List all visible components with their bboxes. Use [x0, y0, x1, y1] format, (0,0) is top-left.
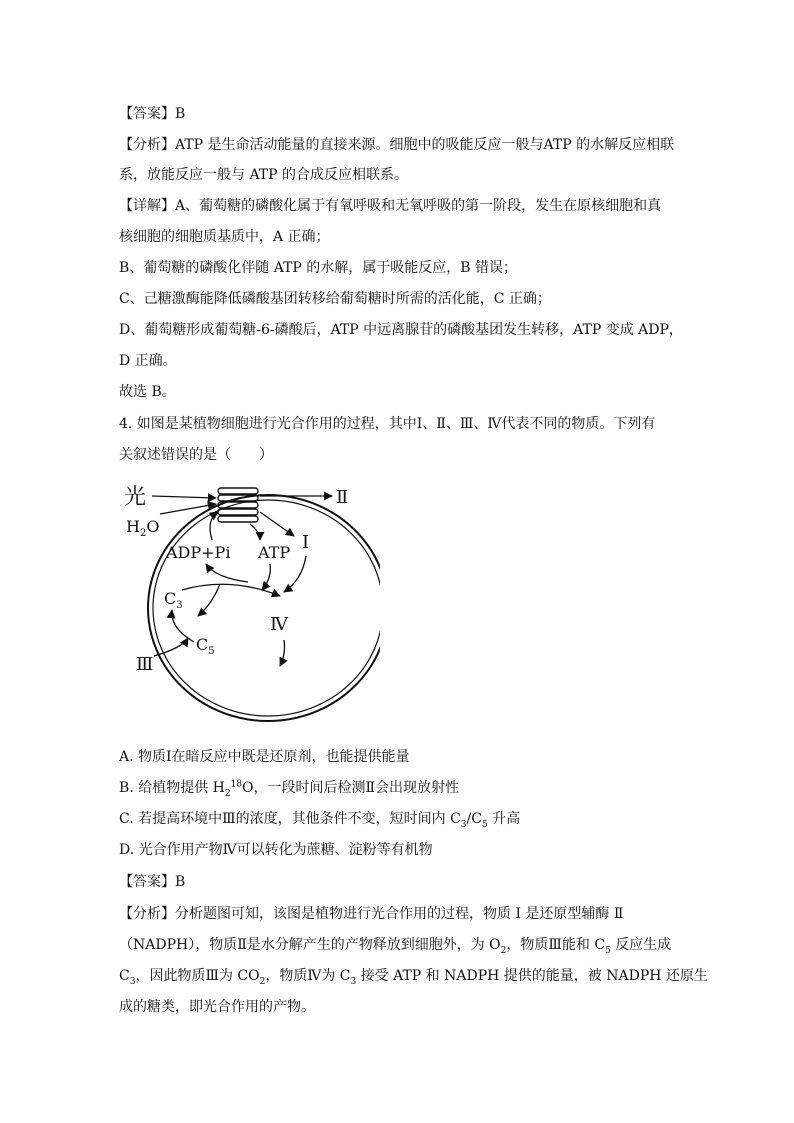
- analysis-text: ATP 是生命活动能量的直接来源。细胞中的吸能反应一般与ATP 的水解反应相联: [175, 137, 675, 153]
- substance-3-label: Ⅲ: [136, 654, 154, 675]
- answer-tag: 【答案】: [119, 874, 175, 890]
- dark-to-adp-arrow: [206, 564, 248, 582]
- c3-label: $C_3$: [164, 589, 183, 611]
- answer-line-2: [119, 872, 185, 892]
- subscript: 3: [460, 819, 467, 830]
- option-a: [119, 747, 410, 767]
- adp-pi-label: ADP+Pi: [166, 543, 231, 562]
- thylakoid-stack: [218, 488, 258, 522]
- analysis2-line-2: [119, 935, 671, 955]
- detail-text: 核细胞的细胞质基质中，A 正确；: [119, 229, 330, 245]
- c5-label: $C_5$: [196, 635, 215, 657]
- IV-output-arrow: [280, 640, 285, 666]
- analysis2-line-1: [119, 904, 623, 924]
- option-text: O，一段时间后检测Ⅱ会出现放射性: [242, 780, 460, 796]
- question-text: 4. 如图是某植物细胞进行光合作用的过程，其中Ⅰ、Ⅱ、Ⅲ、Ⅳ代表不同的物质。下列有: [119, 416, 656, 432]
- answer-value: B: [175, 874, 186, 890]
- detail-line-5: [119, 320, 683, 340]
- water-label: $H_2O$: [126, 517, 160, 539]
- c5-to-c3-arrow: [172, 610, 194, 642]
- subscript: 2: [224, 788, 231, 799]
- light-label: 光: [124, 485, 147, 510]
- stack-to-atp-arrow: [250, 524, 260, 540]
- detail-text: C、己糖激酶能降低磷酸基团转移给葡萄糖时所需的活化能，C 正确；: [119, 291, 551, 307]
- detail-line-3: [119, 258, 517, 278]
- analysis-text: ，物质Ⅲ能和 C: [506, 937, 606, 953]
- question-stem-1: [119, 414, 655, 434]
- answer-tag: 【答案】: [119, 106, 175, 122]
- light-arrow: [152, 496, 216, 498]
- atp-label: ATP: [258, 543, 291, 562]
- analysis-line-1: [119, 135, 674, 155]
- option-text: 升高: [487, 811, 521, 827]
- answer-value: B: [175, 106, 186, 122]
- subscript: 2: [500, 945, 507, 956]
- detail-text: B、葡萄糖的磷酸化伴随 ATP 的水解，属于吸能反应，B 错误；: [119, 260, 518, 276]
- option-b: [119, 778, 459, 798]
- superscript: 18: [230, 779, 243, 790]
- calvin-branch-arrow: [198, 584, 220, 616]
- analysis-tag: 【分析】: [119, 137, 175, 153]
- substance-2-label: Ⅱ: [336, 487, 349, 508]
- option-text: A. 物质Ⅰ在暗反应中既是还原剂，也能提供能量: [119, 749, 410, 765]
- atp-to-dark-arrow: [262, 564, 270, 590]
- detail-line-1: [119, 196, 661, 216]
- analysis-tag: 【分析】: [119, 906, 175, 922]
- option-text: B. 给植物提供 H: [119, 780, 225, 796]
- detail-line-6: [119, 351, 177, 371]
- option-text: C. 若提高环境中Ⅲ的浓度，其他条件不变，短时间内 C: [119, 811, 461, 827]
- analysis-text: 分析题图可知，该图是植物进行光合作用的过程，物质 Ⅰ 是还原型辅酶 Ⅱ: [175, 906, 624, 922]
- detail-tag: 【详解】: [119, 198, 175, 214]
- analysis-text: 成的糖类，即光合作用的产物。: [119, 999, 315, 1015]
- analysis-text: ，因此物质Ⅲ为 CO: [135, 968, 260, 984]
- substance-4-label: Ⅳ: [270, 614, 288, 635]
- subscript: 2: [259, 976, 266, 987]
- cell-outer-membrane: [148, 495, 380, 721]
- analysis-text: ，物质Ⅳ为 C: [265, 968, 351, 984]
- subscript: 5: [605, 945, 611, 956]
- cell-inner-membrane: [153, 500, 380, 716]
- option-text: /C: [466, 811, 482, 827]
- subscript: 3: [129, 976, 136, 987]
- detail-line-4: [119, 289, 551, 309]
- option-d: [119, 840, 433, 860]
- analysis-text: （NADPH），物质Ⅱ是水分解产生的产物释放到细胞外，为 O: [119, 937, 501, 953]
- detail-text: D 正确。: [119, 353, 177, 369]
- analysis-text: 系，放能反应一般与 ATP 的合成反应相联系。: [119, 167, 409, 183]
- water-arrow: [160, 504, 216, 514]
- question-stem-2: [119, 445, 273, 465]
- detail-line-2: [119, 227, 330, 247]
- subscript: 5: [481, 819, 488, 830]
- detail-text: 故选 B。: [119, 384, 176, 400]
- detail-text: D、葡萄糖形成葡萄糖-6-磷酸后，ATP 中远离腺苷的磷酸基团发生转移，ATP 变成 ADP，: [119, 322, 683, 338]
- adp-to-stack-arrow: [210, 512, 218, 540]
- substance-1-label: I: [302, 532, 310, 553]
- option-text: D. 光合作用产物Ⅳ可以转化为蔗糖、淀粉等有机物: [119, 842, 433, 858]
- answer-line-1: [119, 104, 185, 124]
- option-c: [119, 809, 520, 829]
- detail-conclusion: [119, 382, 176, 402]
- stack-to-I-arrow: [260, 512, 294, 536]
- detail-text: A、葡萄糖的磷酸化属于有氧呼吸和无氧呼吸的第一阶段，发生在原核细胞和真: [175, 198, 662, 214]
- analysis-text: 接受 ATP 和 NADPH 提供的能量，被 NADPH 还原生: [356, 968, 708, 984]
- subscript: 3: [350, 976, 357, 987]
- analysis-line-2: [119, 165, 408, 185]
- analysis2-line-4: [119, 997, 315, 1017]
- analysis2-line-3: [119, 966, 708, 986]
- photosynthesis-diagram: [120, 478, 380, 728]
- analysis-text: C: [119, 968, 130, 984]
- question-text: 关叙述错误的是（ ）: [119, 447, 273, 463]
- analysis-text: 反应生成: [610, 937, 672, 953]
